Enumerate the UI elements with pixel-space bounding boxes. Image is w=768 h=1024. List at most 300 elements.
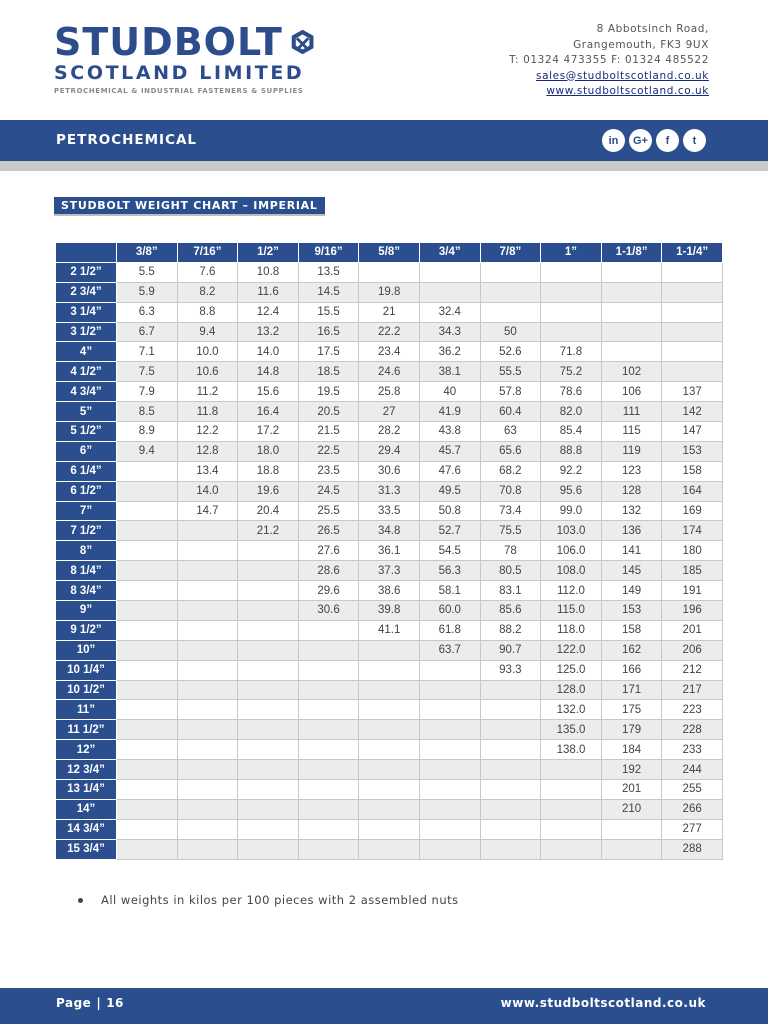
weight-cell <box>419 700 480 720</box>
table-row <box>56 262 723 282</box>
weight-cell: 112.0 <box>541 581 602 601</box>
weight-cell: 233 <box>662 740 723 760</box>
weight-cell: 60.0 <box>419 601 480 621</box>
weight-cell: 7.9 <box>117 382 178 402</box>
row-length-label: 3 1/2” <box>56 322 117 342</box>
weight-cell <box>238 660 299 680</box>
weight-cell <box>238 541 299 561</box>
table-row <box>56 501 723 521</box>
weight-cell <box>177 700 238 720</box>
weight-cell: 28.6 <box>298 561 359 581</box>
weight-cell: 138.0 <box>541 740 602 760</box>
weight-cell: 201 <box>662 620 723 640</box>
weight-cell: 30.6 <box>359 461 420 481</box>
weight-cell <box>117 720 178 740</box>
weight-cell: 175 <box>601 700 662 720</box>
weight-cell <box>177 839 238 859</box>
weight-cell: 149 <box>601 581 662 601</box>
table-row <box>56 760 723 780</box>
company-logo <box>54 22 316 95</box>
weight-cell <box>117 700 178 720</box>
weight-cell: 65.6 <box>480 441 541 461</box>
weight-cell <box>419 282 480 302</box>
weight-cell <box>480 740 541 760</box>
weight-cell <box>298 760 359 780</box>
weight-cell: 18.8 <box>238 461 299 481</box>
weight-cell <box>298 740 359 760</box>
weight-cell <box>480 819 541 839</box>
weight-cell: 83.1 <box>480 581 541 601</box>
weight-cell: 14.0 <box>177 481 238 501</box>
page-number: 16 <box>106 996 124 1010</box>
weight-cell <box>359 660 420 680</box>
weight-cell: 17.2 <box>238 422 299 442</box>
weight-cell <box>177 561 238 581</box>
row-length-label: 5” <box>56 402 117 422</box>
weight-cell <box>419 799 480 819</box>
weight-cell <box>177 640 238 660</box>
banner-title: PETROCHEMICAL <box>56 132 198 148</box>
weight-cell: 6.7 <box>117 322 178 342</box>
weight-cell: 90.7 <box>480 640 541 660</box>
weight-cell <box>541 262 602 282</box>
weight-cell: 125.0 <box>541 660 602 680</box>
weight-cell <box>359 780 420 800</box>
table-row <box>56 839 723 859</box>
column-header: 1-1/8” <box>601 243 662 263</box>
weight-cell: 43.8 <box>419 422 480 442</box>
weight-cell: 56.3 <box>419 561 480 581</box>
weight-cell: 174 <box>662 521 723 541</box>
column-header: 1” <box>541 243 602 263</box>
weight-cell <box>298 700 359 720</box>
weight-cell: 14.0 <box>238 342 299 362</box>
weight-cell: 179 <box>601 720 662 740</box>
table-row <box>56 640 723 660</box>
weight-cell: 14.5 <box>298 282 359 302</box>
weight-cell: 39.8 <box>359 601 420 621</box>
weight-cell: 78 <box>480 541 541 561</box>
weight-cell: 82.0 <box>541 402 602 422</box>
weight-cell <box>419 760 480 780</box>
weight-cell <box>117 461 178 481</box>
weight-cell: 158 <box>601 620 662 640</box>
table-row <box>56 541 723 561</box>
weight-cell: 7.6 <box>177 262 238 282</box>
weight-cell: 36.1 <box>359 541 420 561</box>
row-length-label: 7” <box>56 501 117 521</box>
weight-cell: 14.8 <box>238 362 299 382</box>
weight-cell <box>117 660 178 680</box>
table-row <box>56 561 723 581</box>
row-length-label: 8” <box>56 541 117 561</box>
twitter-icon[interactable]: t <box>683 129 706 152</box>
weight-cell <box>238 740 299 760</box>
row-length-label: 12” <box>56 740 117 760</box>
weight-cell: 93.3 <box>480 660 541 680</box>
weight-cell: 132.0 <box>541 700 602 720</box>
weight-cell <box>298 620 359 640</box>
weight-cell: 17.5 <box>298 342 359 362</box>
table-row <box>56 342 723 362</box>
weight-cell <box>177 620 238 640</box>
weight-cell <box>177 740 238 760</box>
weight-cell: 11.6 <box>238 282 299 302</box>
linkedin-icon[interactable]: in <box>602 129 625 152</box>
weight-cell: 147 <box>662 422 723 442</box>
weight-cell: 75.5 <box>480 521 541 541</box>
weight-cell: 36.2 <box>419 342 480 362</box>
weight-cell: 45.7 <box>419 441 480 461</box>
table-row <box>56 362 723 382</box>
row-length-label: 11 1/2” <box>56 720 117 740</box>
weight-cell: 70.8 <box>480 481 541 501</box>
weight-cell <box>601 322 662 342</box>
weight-cell <box>117 481 178 501</box>
weight-cell: 41.1 <box>359 620 420 640</box>
weight-cell <box>177 720 238 740</box>
logo-tagline: PETROCHEMICAL & INDUSTRIAL FASTENERS & SUPPLIES <box>54 87 304 95</box>
weight-cell: 95.6 <box>541 481 602 501</box>
weight-cell: 25.5 <box>298 501 359 521</box>
weight-cell <box>238 620 299 640</box>
weight-cell: 11.8 <box>177 402 238 422</box>
row-length-label: 6 1/2” <box>56 481 117 501</box>
weight-cell <box>662 282 723 302</box>
email-link[interactable]: sales@studboltscotland.co.uk <box>536 69 709 82</box>
weight-cell: 40 <box>419 382 480 402</box>
row-length-label: 15 3/4” <box>56 839 117 859</box>
weight-cell <box>419 680 480 700</box>
row-length-label: 2 3/4” <box>56 282 117 302</box>
weight-cell: 49.5 <box>419 481 480 501</box>
weight-cell: 191 <box>662 581 723 601</box>
weight-cell: 24.6 <box>359 362 420 382</box>
weight-cell <box>480 760 541 780</box>
weight-cell <box>601 262 662 282</box>
table-row <box>56 799 723 819</box>
row-length-label: 8 3/4” <box>56 581 117 601</box>
weight-cell <box>419 819 480 839</box>
weight-cell: 68.2 <box>480 461 541 481</box>
weight-cell <box>359 640 420 660</box>
weight-cell: 18.0 <box>238 441 299 461</box>
weight-cell <box>117 501 178 521</box>
page-footer <box>0 988 768 1024</box>
table-row <box>56 441 723 461</box>
weight-cell <box>117 680 178 700</box>
column-header: 5/8” <box>359 243 420 263</box>
weight-cell <box>359 839 420 859</box>
weight-cell <box>117 581 178 601</box>
weight-cell: 180 <box>662 541 723 561</box>
chart-section-label: STUDBOLT WEIGHT CHART – IMPERIAL <box>54 197 325 216</box>
weight-cell: 27.6 <box>298 541 359 561</box>
weight-cell: 26.5 <box>298 521 359 541</box>
footer-website[interactable]: www.studboltscotland.co.uk <box>500 996 706 1010</box>
weight-cell <box>541 780 602 800</box>
page-number-label <box>56 996 124 1010</box>
weight-cell <box>541 839 602 859</box>
weight-cell: 38.6 <box>359 581 420 601</box>
weight-cell <box>117 819 178 839</box>
weight-cell <box>419 262 480 282</box>
weight-cell: 80.5 <box>480 561 541 581</box>
phone-fax: T: 01324 473355 F: 01324 485522 <box>509 54 709 66</box>
weight-cell: 19.5 <box>298 382 359 402</box>
column-header: 7/16” <box>177 243 238 263</box>
weight-cell: 10.0 <box>177 342 238 362</box>
weight-cell: 18.5 <box>298 362 359 382</box>
weight-cell: 9.4 <box>117 441 178 461</box>
weight-cell: 22.5 <box>298 441 359 461</box>
website-link[interactable]: www.studboltscotland.co.uk <box>546 85 709 97</box>
table-row <box>56 660 723 680</box>
weight-cell <box>419 839 480 859</box>
column-header: 1-1/4” <box>662 243 723 263</box>
weight-cell <box>662 262 723 282</box>
weight-cell <box>480 680 541 700</box>
weight-cell <box>541 322 602 342</box>
weight-cell: 141 <box>601 541 662 561</box>
weight-cell: 19.8 <box>359 282 420 302</box>
weight-cell <box>238 561 299 581</box>
weight-cell: 169 <box>662 501 723 521</box>
table-row <box>56 680 723 700</box>
column-header: 3/4” <box>419 243 480 263</box>
weight-cell <box>238 819 299 839</box>
weight-cell: 228 <box>662 720 723 740</box>
weight-cell <box>359 680 420 700</box>
weight-cell: 135.0 <box>541 720 602 740</box>
weight-cell: 108.0 <box>541 561 602 581</box>
weight-cell <box>177 541 238 561</box>
weight-cell <box>177 819 238 839</box>
weight-cell <box>238 760 299 780</box>
row-length-label: 10” <box>56 640 117 660</box>
weight-cell <box>662 322 723 342</box>
row-length-label: 14” <box>56 799 117 819</box>
weight-cell: 32.4 <box>419 302 480 322</box>
table-row <box>56 422 723 442</box>
weight-cell: 99.0 <box>541 501 602 521</box>
weight-cell: 8.2 <box>177 282 238 302</box>
weight-cell <box>117 839 178 859</box>
weight-cell <box>359 720 420 740</box>
weight-cell: 171 <box>601 680 662 700</box>
weight-cell <box>177 799 238 819</box>
weight-cell: 13.2 <box>238 322 299 342</box>
weight-cell: 92.2 <box>541 461 602 481</box>
weight-cell: 20.5 <box>298 402 359 422</box>
weight-cell <box>177 581 238 601</box>
weight-cell: 34.3 <box>419 322 480 342</box>
weight-cell <box>480 720 541 740</box>
table-row <box>56 780 723 800</box>
table-row <box>56 481 723 501</box>
weight-cell: 31.3 <box>359 481 420 501</box>
weight-cell <box>238 640 299 660</box>
note-text: All weights in kilos per 100 pieces with 2 assembled nuts <box>101 893 459 907</box>
weight-cell <box>601 839 662 859</box>
row-length-label: 12 3/4” <box>56 760 117 780</box>
column-header: 9/16” <box>298 243 359 263</box>
row-length-label: 10 1/4” <box>56 660 117 680</box>
weight-cell: 206 <box>662 640 723 660</box>
weight-cell: 288 <box>662 839 723 859</box>
weight-cell: 136 <box>601 521 662 541</box>
weight-cell: 196 <box>662 601 723 621</box>
weight-cell <box>117 541 178 561</box>
weight-cell: 63 <box>480 422 541 442</box>
weight-cell: 185 <box>662 561 723 581</box>
weight-cell: 16.5 <box>298 322 359 342</box>
row-length-label: 2 1/2” <box>56 262 117 282</box>
row-length-label: 3 1/4” <box>56 302 117 322</box>
weight-cell: 153 <box>662 441 723 461</box>
weight-cell: 55.5 <box>480 362 541 382</box>
contact-block <box>509 22 709 100</box>
weight-cell: 277 <box>662 819 723 839</box>
weight-cell: 7.5 <box>117 362 178 382</box>
column-header: 1/2” <box>238 243 299 263</box>
weight-cell <box>298 819 359 839</box>
row-length-label: 4 3/4” <box>56 382 117 402</box>
weight-cell: 115 <box>601 422 662 442</box>
weight-cell: 8.5 <box>117 402 178 422</box>
weight-cell: 111 <box>601 402 662 422</box>
weight-cell: 25.8 <box>359 382 420 402</box>
weight-cell: 10.8 <box>238 262 299 282</box>
weight-cell <box>541 760 602 780</box>
row-length-label: 4 1/2” <box>56 362 117 382</box>
social-links <box>602 129 706 152</box>
table-row <box>56 322 723 342</box>
weight-cell: 12.2 <box>177 422 238 442</box>
row-length-label: 9” <box>56 601 117 621</box>
table-header-row <box>56 243 723 263</box>
table-row <box>56 382 723 402</box>
table-row <box>56 402 723 422</box>
table-row <box>56 581 723 601</box>
page-label: Page <box>56 996 92 1010</box>
weight-cell: 128 <box>601 481 662 501</box>
weight-cell: 14.7 <box>177 501 238 521</box>
weight-cell: 21.2 <box>238 521 299 541</box>
weight-cell: 106 <box>601 382 662 402</box>
weight-cell <box>238 720 299 740</box>
weight-cell <box>541 302 602 322</box>
table-row <box>56 740 723 760</box>
weight-cell: 19.6 <box>238 481 299 501</box>
weight-cell <box>238 680 299 700</box>
weight-cell <box>419 660 480 680</box>
weight-cell: 123 <box>601 461 662 481</box>
weight-cell: 33.5 <box>359 501 420 521</box>
address-line-2: Grangemouth, FK3 9UX <box>573 38 709 51</box>
weight-cell <box>359 262 420 282</box>
weight-cell <box>359 799 420 819</box>
weight-cell <box>359 819 420 839</box>
row-length-label: 5 1/2” <box>56 422 117 442</box>
banner-divider <box>0 161 768 171</box>
weight-cell <box>117 620 178 640</box>
weight-cell <box>177 760 238 780</box>
weight-cell <box>601 342 662 362</box>
weight-cell: 145 <box>601 561 662 581</box>
weight-cell <box>541 282 602 302</box>
weight-cell: 8.8 <box>177 302 238 322</box>
weight-cell: 102 <box>601 362 662 382</box>
weight-cell: 118.0 <box>541 620 602 640</box>
weight-cell: 119 <box>601 441 662 461</box>
hex-bolt-logo-icon <box>289 23 316 61</box>
weight-cell <box>298 839 359 859</box>
corner-cell <box>56 243 117 263</box>
weight-cell: 164 <box>662 481 723 501</box>
weight-cell: 6.3 <box>117 302 178 322</box>
weight-cell <box>601 282 662 302</box>
logo-subtitle: SCOTLAND LIMITED <box>54 62 305 84</box>
weight-cell: 11.2 <box>177 382 238 402</box>
weight-cell <box>480 262 541 282</box>
weight-cell: 5.9 <box>117 282 178 302</box>
weight-cell <box>177 601 238 621</box>
row-length-label: 4” <box>56 342 117 362</box>
table-row <box>56 461 723 481</box>
weight-cell: 29.6 <box>298 581 359 601</box>
weight-cell <box>177 660 238 680</box>
facebook-icon[interactable]: f <box>656 129 679 152</box>
weight-cell <box>662 362 723 382</box>
weight-cell: 12.4 <box>238 302 299 322</box>
column-header: 7/8” <box>480 243 541 263</box>
weight-cell: 153 <box>601 601 662 621</box>
weight-cell: 41.9 <box>419 402 480 422</box>
weight-cell: 8.9 <box>117 422 178 442</box>
google-plus-icon[interactable]: G+ <box>629 129 652 152</box>
weight-cell: 137 <box>662 382 723 402</box>
weight-cell: 22.2 <box>359 322 420 342</box>
weight-cell <box>238 700 299 720</box>
weight-cell: 15.5 <box>298 302 359 322</box>
weight-cell: 158 <box>662 461 723 481</box>
weight-cell <box>117 640 178 660</box>
weight-cell: 85.6 <box>480 601 541 621</box>
weight-cell: 201 <box>601 780 662 800</box>
weight-cell <box>238 780 299 800</box>
weight-cell: 7.1 <box>117 342 178 362</box>
column-header: 3/8” <box>117 243 178 263</box>
bullet-icon <box>78 898 83 903</box>
weight-cell: 21 <box>359 302 420 322</box>
table-row <box>56 720 723 740</box>
weight-cell: 29.4 <box>359 441 420 461</box>
weight-cell: 21.5 <box>298 422 359 442</box>
weight-cell: 103.0 <box>541 521 602 541</box>
table-row <box>56 521 723 541</box>
weight-cell <box>541 799 602 819</box>
table-row <box>56 620 723 640</box>
weight-cell: 13.5 <box>298 262 359 282</box>
weight-cell: 10.6 <box>177 362 238 382</box>
weight-cell <box>601 302 662 322</box>
weight-cell: 142 <box>662 402 723 422</box>
table-row <box>56 302 723 322</box>
weight-cell <box>117 740 178 760</box>
weight-cell: 192 <box>601 760 662 780</box>
weight-table <box>55 242 723 860</box>
